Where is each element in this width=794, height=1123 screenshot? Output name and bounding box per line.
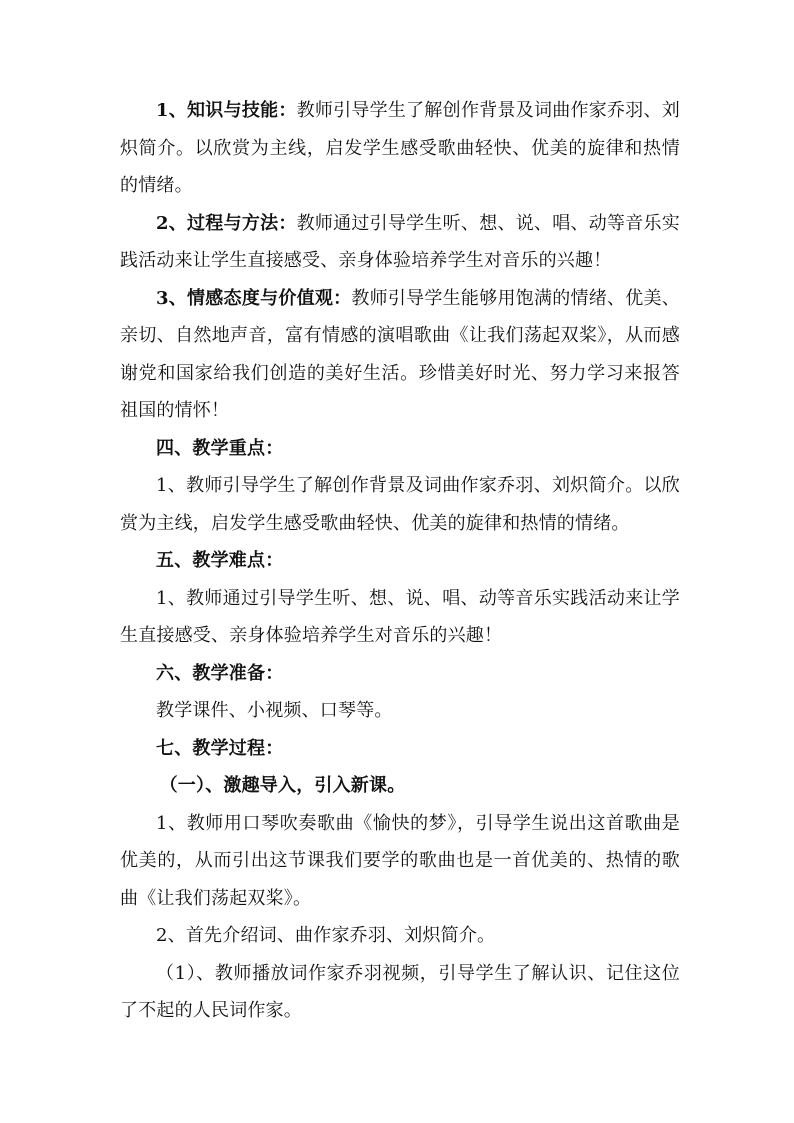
key-points-heading: 四、教学重点： (156, 437, 284, 459)
process-heading: 七、教学过程： (156, 737, 284, 759)
process-subheading: （一）、激趣导入，引入新课。 (159, 775, 406, 796)
objective-label: 3、情感态度与价值观： (156, 287, 352, 309)
document-body (120, 92, 680, 1030)
preparation-text: 教学课件、小视频、口琴等。 (156, 700, 393, 721)
objective-label: 2、过程与方法： (156, 212, 297, 234)
objective-text: 教师通过引导学生听、想、说、唱、动等音乐实践活动来让学生直接感受、亲身体验培养学生对音乐的兴趣！ (120, 212, 681, 271)
process-step: 1、教师用口琴吹奏歌曲《愉快的梦》，引导学生说出这首歌曲是优美的，从而引出这节课我们要学的歌曲也是一首优美的、热情的歌曲《让我们荡起双桨》。 (120, 812, 680, 909)
process-step: 2、首先介绍词、曲作家乔羽、刘炽简介。 (156, 925, 496, 946)
preparation-heading: 六、教学准备： (156, 662, 284, 684)
objective-text: 教师引导学生能够用饱满的情绪、优美、亲切、自然地声音，富有情感的演唱歌曲《让我们荡起双桨》，从而感谢党和国家给我们创造的美好生活。珍惜美好时光、努力学习来报答祖国的情怀！ (120, 287, 680, 421)
objective-process-method (120, 205, 680, 280)
difficult-points-text: 1、教师通过引导学生听、想、说、唱、动等音乐实践活动来让学生直接感受、亲身体验培养学生对音乐的兴趣！ (120, 587, 680, 646)
objective-label: 1、知识与技能： (156, 100, 297, 121)
objective-knowledge-skills (120, 92, 680, 205)
process-step: （1）、教师播放词作家乔羽视频，引导学生了解认识、记住这位了不起的人民词作家。 (120, 962, 680, 1021)
key-points-text: 1、教师引导学生了解创作背景及词曲作家乔羽、刘炽简介。以欣赏为主线，启发学生感受歌曲轻快、优美的旋律和热情的情绪。 (120, 475, 680, 534)
objective-emotion-values (120, 280, 680, 430)
objective-text: 教师引导学生了解创作背景及词曲作家乔羽、刘炽简介。以欣赏为主线，启发学生感受歌曲轻快、优美的旋律和热情的情绪。 (120, 100, 681, 196)
difficult-points-heading: 五、教学难点： (156, 550, 284, 571)
